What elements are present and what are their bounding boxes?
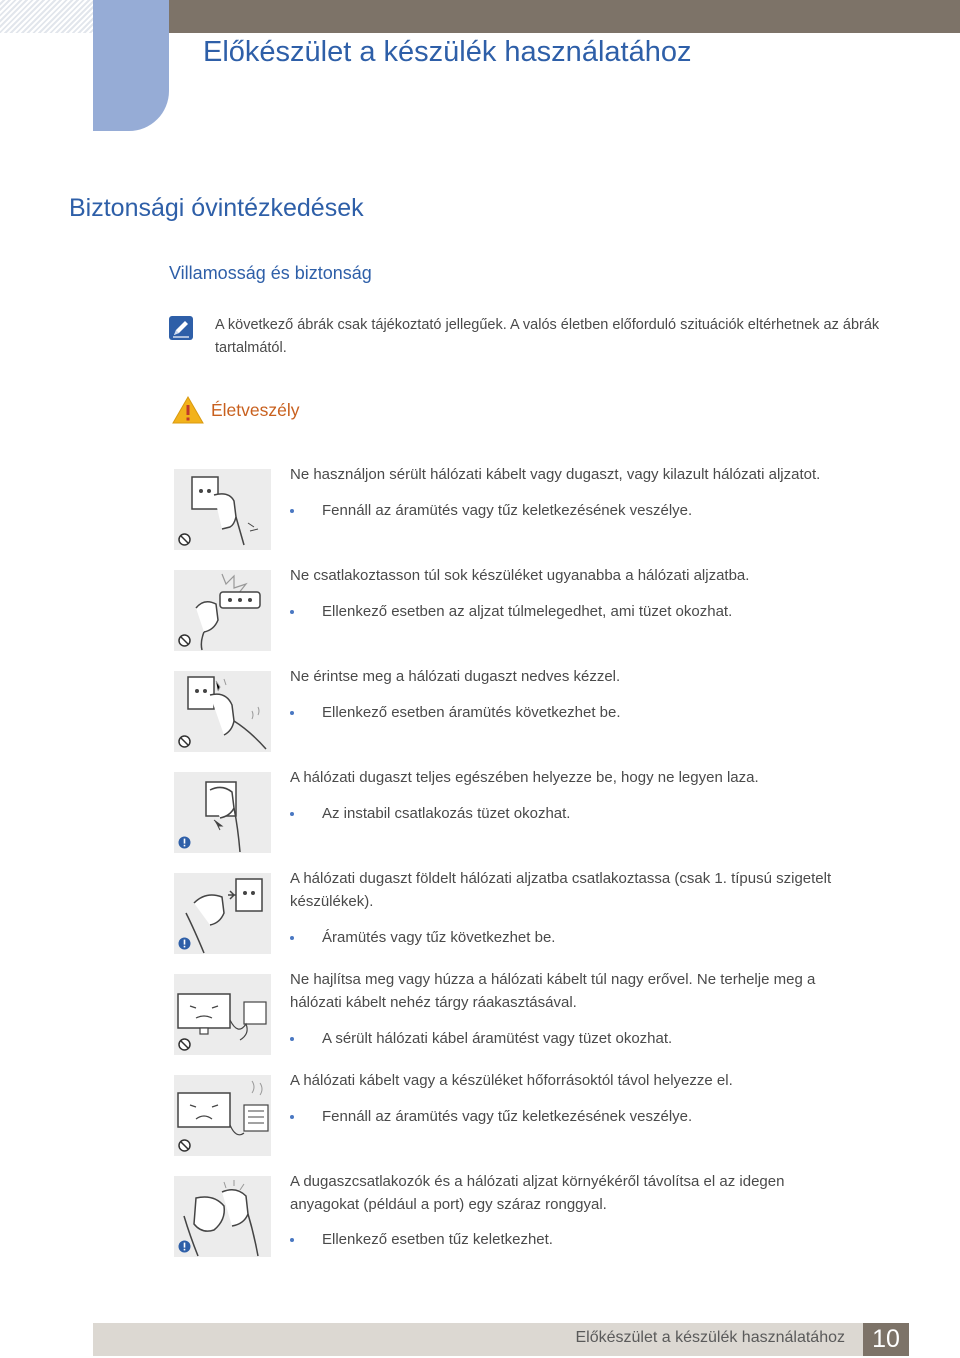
item-text: A dugaszcsatlakozók és a hálózati aljzat környékéről távolítsa el az idegen anyagokat (például a port) egy száraz ronggyal. bbox=[290, 1173, 785, 1213]
item-text: Ne használjon sérült hálózati kábelt vagy dugaszt, vagy kilazult hálózati aljzatot. bbox=[290, 466, 821, 483]
page-number: 10 bbox=[863, 1323, 909, 1356]
item-bullet: Fennáll az áramütés vagy tűz keletkezésének veszélye. bbox=[290, 1105, 692, 1128]
footer-bar bbox=[93, 1323, 863, 1356]
prohibited-icon bbox=[178, 533, 191, 546]
item-bullet: Ellenkező esetben az aljzat túlmelegedhet, ami tüzet okozhat. bbox=[290, 600, 732, 623]
note-text: A következő ábrák csak tájékoztató jellegűek. A valós életben előforduló szituációk eltérhetnek az ábrák tartalmától. bbox=[215, 317, 880, 356]
bent-cable-monitor-illustration bbox=[174, 974, 271, 1055]
cleaning-plug-illustration bbox=[174, 1176, 271, 1257]
item-text: Ne érintse meg a hálózati dugaszt nedves kézzel. bbox=[290, 668, 621, 685]
caution-icon bbox=[178, 836, 191, 849]
item-text: Ne hajlítsa meg vagy húzza a hálózati kábelt túl nagy erővel. Ne terhelje meg a hálózati kábelt nehéz tárgy ráakasztásával. bbox=[290, 971, 816, 1011]
chapter-tab-decoration bbox=[93, 0, 169, 131]
item-bullet: Ellenkező esetben tűz keletkezhet. bbox=[290, 1228, 553, 1251]
caution-icon bbox=[178, 1240, 191, 1253]
item-bullet: Az instabil csatlakozás tüzet okozhat. bbox=[290, 802, 570, 825]
prohibited-icon bbox=[178, 634, 191, 647]
plug-fully-inserted-illustration bbox=[174, 772, 271, 853]
item-bullet: A sérült hálózati kábel áramütést vagy tüzet okozhat. bbox=[290, 1027, 672, 1050]
footer-chapter-title: Előkészület a készülék használatához bbox=[575, 1329, 845, 1346]
heater-near-monitor-illustration bbox=[174, 1075, 271, 1156]
wet-hand-plug-illustration bbox=[174, 671, 271, 752]
item-text: A hálózati dugaszt teljes egészében helyezze be, hogy ne legyen laza. bbox=[290, 769, 759, 786]
item-bullet: Ellenkező esetben áramütés következhet be. bbox=[290, 701, 621, 724]
warning-triangle-icon bbox=[172, 396, 204, 424]
header-hatch-decoration bbox=[0, 0, 93, 33]
item-text: Ne csatlakoztasson túl sok készüléket ugyanabba a hálózati aljzatba. bbox=[290, 567, 750, 584]
item-bullet: Áramütés vagy tűz következhet be. bbox=[290, 926, 555, 949]
prohibited-icon bbox=[178, 735, 191, 748]
item-bullet: Fennáll az áramütés vagy tűz keletkezésének veszélye. bbox=[290, 499, 692, 522]
overloaded-power-strip-illustration bbox=[174, 570, 271, 651]
prohibited-icon bbox=[178, 1139, 191, 1152]
caution-icon bbox=[178, 937, 191, 950]
warning-title: Életveszély bbox=[211, 400, 300, 420]
subsection-title: Villamosság és biztonság bbox=[169, 263, 372, 283]
damaged-cable-socket-illustration bbox=[174, 469, 271, 550]
grounded-socket-illustration bbox=[174, 873, 271, 954]
chapter-title: Előkészület a készülék használatához bbox=[203, 36, 692, 68]
item-text: A hálózati kábelt vagy a készüléket hőforrásoktól távol helyezze el. bbox=[290, 1072, 733, 1089]
item-text: A hálózati dugaszt földelt hálózati aljzatba csatlakoztassa (csak 1. típusú szigetelt készülékek). bbox=[290, 870, 832, 910]
note-pencil-icon bbox=[169, 316, 193, 340]
prohibited-icon bbox=[178, 1038, 191, 1051]
section-title: Biztonsági óvintézkedések bbox=[69, 194, 364, 222]
